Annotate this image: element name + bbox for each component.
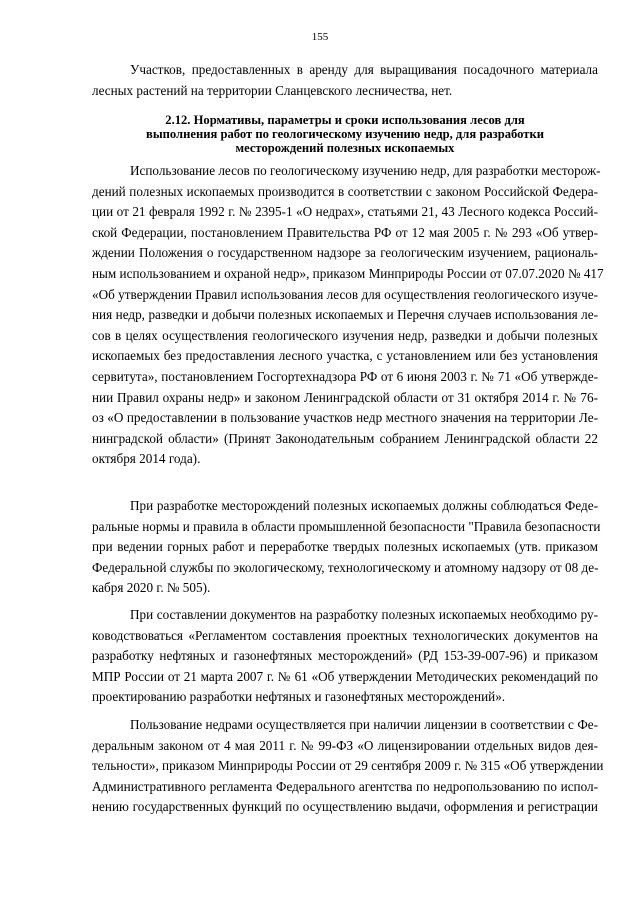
text-line: ской Федерации, постановлением Правительства РФ от 12 мая 2005 г. № 293 «Об утвер- xyxy=(92,224,598,240)
text-line: Использование лесов по геологическому изучению недр, для разработки месторож- xyxy=(130,163,601,178)
text-line: ния недр, разведки и добычи полезных ископаемых и Перечня случаев использования ле- xyxy=(92,307,598,323)
text-line: ным использованием и охраной недр», приказом Минприроды России от 07.07.2020 № 417 xyxy=(92,265,604,281)
paragraph-2 xyxy=(92,496,601,599)
text-line: ральные нормы и правила в области промышленной безопасности "Правила безопасности xyxy=(92,518,601,534)
text-line: МПР России от 21 марта 2007 г. № 61 «Об утверждении Методических рекомендаций по xyxy=(92,668,598,684)
text-line: ископаемых без предоставления лесного участка, с установлением или без установления xyxy=(92,348,598,364)
text-line: нинградской области» (Принят Законодательным собранием Ленинградской области 22 xyxy=(92,430,598,446)
text-line: проектированию разработки нефтяных и газонефтяных месторождений». xyxy=(92,689,506,705)
heading-line: месторождений полезных ископаемых xyxy=(235,141,455,156)
text-line: Участков, предоставленных в аренду для выращивания посадочного материала xyxy=(130,62,598,77)
page-number: 155 xyxy=(311,31,329,43)
paragraph-4 xyxy=(92,715,604,818)
text-line: лесных растений на территории Сланцевского лесничества, нет. xyxy=(92,82,453,98)
text-line: ководствоваться «Регламентом составления проектных технологических документов на xyxy=(92,627,598,643)
text-line: сов в целях осуществления геологического изучения недр, разведки и добычи полезных xyxy=(92,327,598,343)
text-line: разработку нефтяных и газонефтяных месторождений» (РД 153-39-007-96) и приказом xyxy=(92,648,598,664)
text-line: Административного регламента Федерального агентства по недропользованию по испол- xyxy=(92,778,598,794)
text-line: Федеральной службы по экологическому, технологическому и атомному надзору от 08 де- xyxy=(92,559,599,575)
text-line: сервитута», постановлением Госгортехнадзора РФ от 6 июня 2003 г. № 71 «Об утвержде- xyxy=(92,368,598,384)
text-line: оз «О предоставлении в пользование участков недр местного значения на территории Ле- xyxy=(92,410,598,426)
text-line: тельности», приказом Минприроды России от 29 сентября 2009 г. № 315 «Об утверждении xyxy=(92,758,604,774)
text-line: деральным законом от 4 мая 2011 г. № 99-ФЗ «О лицензировании отдельных видов дея- xyxy=(92,737,598,753)
text-line: кабря 2020 г. № 505). xyxy=(92,580,211,596)
paragraph-1 xyxy=(92,161,604,470)
heading-line: 2.12. Нормативы, параметры и сроки использования лесов для xyxy=(165,113,525,127)
text-line: нии Правил охраны недр» и законом Ленинградской области от 31 октября 2014 г. № 76- xyxy=(92,389,598,405)
paragraph-3 xyxy=(92,605,598,708)
text-line: нению государственных функций по осуществлению выдачи, оформления и регистрации xyxy=(92,799,598,815)
text-line: при ведении горных работ и переработке твердых полезных ископаемых (утв. приказом xyxy=(92,539,598,555)
text-line: ции от 21 февраля 1992 г. № 2395-1 «О недрах», статьями 21, 43 Лесного кодекса Россий- xyxy=(92,204,598,220)
intro-paragraph xyxy=(92,60,598,101)
section-heading xyxy=(92,113,598,156)
heading-line: выполнения работ по геологическому изучению недр, для разработки xyxy=(146,127,544,142)
text-line: дений полезных ископаемых производится в соответствии с законом Российской Федера- xyxy=(92,183,598,199)
text-line: При разработке месторождений полезных ископаемых должны соблюдаться Феде- xyxy=(130,498,598,513)
text-line: октября 2014 года). xyxy=(92,451,201,467)
text-line: «Об утверждении Правил использования лесов для осуществления геологического изуче- xyxy=(92,286,598,302)
text-line: При составлении документов на разработку полезных ископаемых необходимо ру- xyxy=(130,607,598,622)
text-line: ждении Положения о государственном надзоре за геологическим изучением, рациональ- xyxy=(92,245,598,261)
text-line: Пользование недрами осуществляется при наличии лицензии в соответствии с Фе- xyxy=(130,717,598,732)
